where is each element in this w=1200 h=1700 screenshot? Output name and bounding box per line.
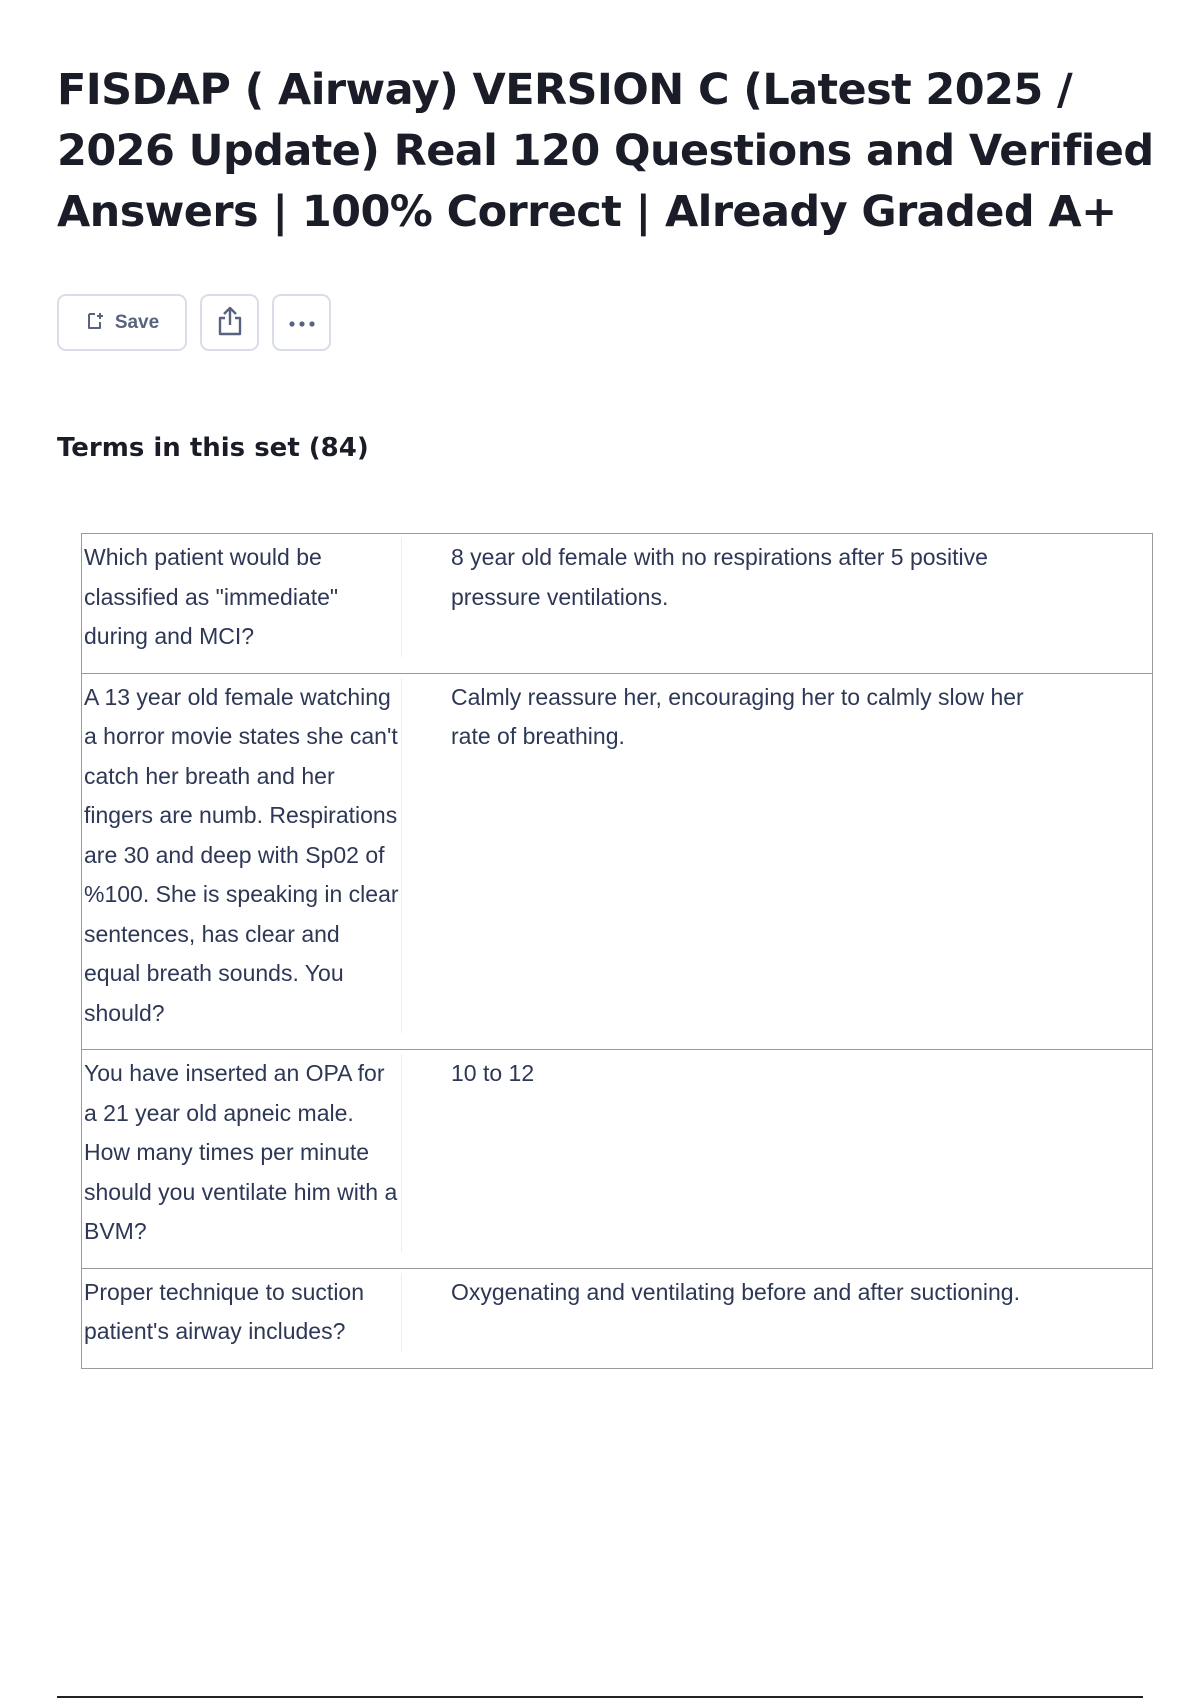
term-cell	[82, 1050, 403, 1269]
table-row	[82, 534, 1153, 674]
table-row	[82, 1050, 1153, 1269]
share-button[interactable]	[200, 294, 259, 351]
term-text: Which patient would be classified as "immediate" during and MCI?	[84, 538, 402, 657]
term-text: You have inserted an OPA for a 21 year old apneic male. How many times per minute should you ventilate him with a BVM?	[84, 1054, 402, 1252]
term-text: A 13 year old female watching a horror movie states she can't catch her breath and her fingers are numb. Respirations are 30 and deep with Sp02 of %100. She is speaking in clear sentences, has clear and equal breath sounds. You should?	[84, 678, 402, 1034]
bookmark-add-icon	[85, 311, 105, 335]
term-text: Proper technique to suction patient's airway includes?	[84, 1273, 402, 1352]
save-label: Save	[114, 311, 160, 333]
term-cell	[82, 673, 403, 1050]
more-options-button[interactable]	[272, 294, 331, 351]
definition-cell: 10 to 12	[402, 1050, 1153, 1269]
share-icon	[216, 306, 244, 340]
terms-heading: Terms in this set (84)	[57, 433, 369, 463]
table-row	[82, 673, 1153, 1050]
definition-cell: Calmly reassure her, encouraging her to calmly slow her rate of breathing.	[402, 673, 1153, 1050]
toolbar	[57, 294, 331, 351]
terms-table	[81, 533, 1153, 1369]
table-row	[82, 1268, 1153, 1368]
bottom-divider	[57, 1696, 1143, 1698]
term-cell	[82, 534, 403, 674]
definition-cell: 8 year old female with no respirations after 5 positive pressure ventilations.	[402, 534, 1153, 674]
definition-cell: Oxygenating and ventilating before and after suctioning.	[402, 1268, 1153, 1368]
save-button[interactable]	[57, 294, 187, 351]
more-dots-icon	[288, 313, 316, 332]
page-title: FISDAP ( Airway) VERSION C (Latest 2025 / 2026 Update) Real 120 Questions and Verified Answers | 100% Correct | Already Graded A+	[57, 65, 1154, 237]
term-cell	[82, 1268, 403, 1368]
